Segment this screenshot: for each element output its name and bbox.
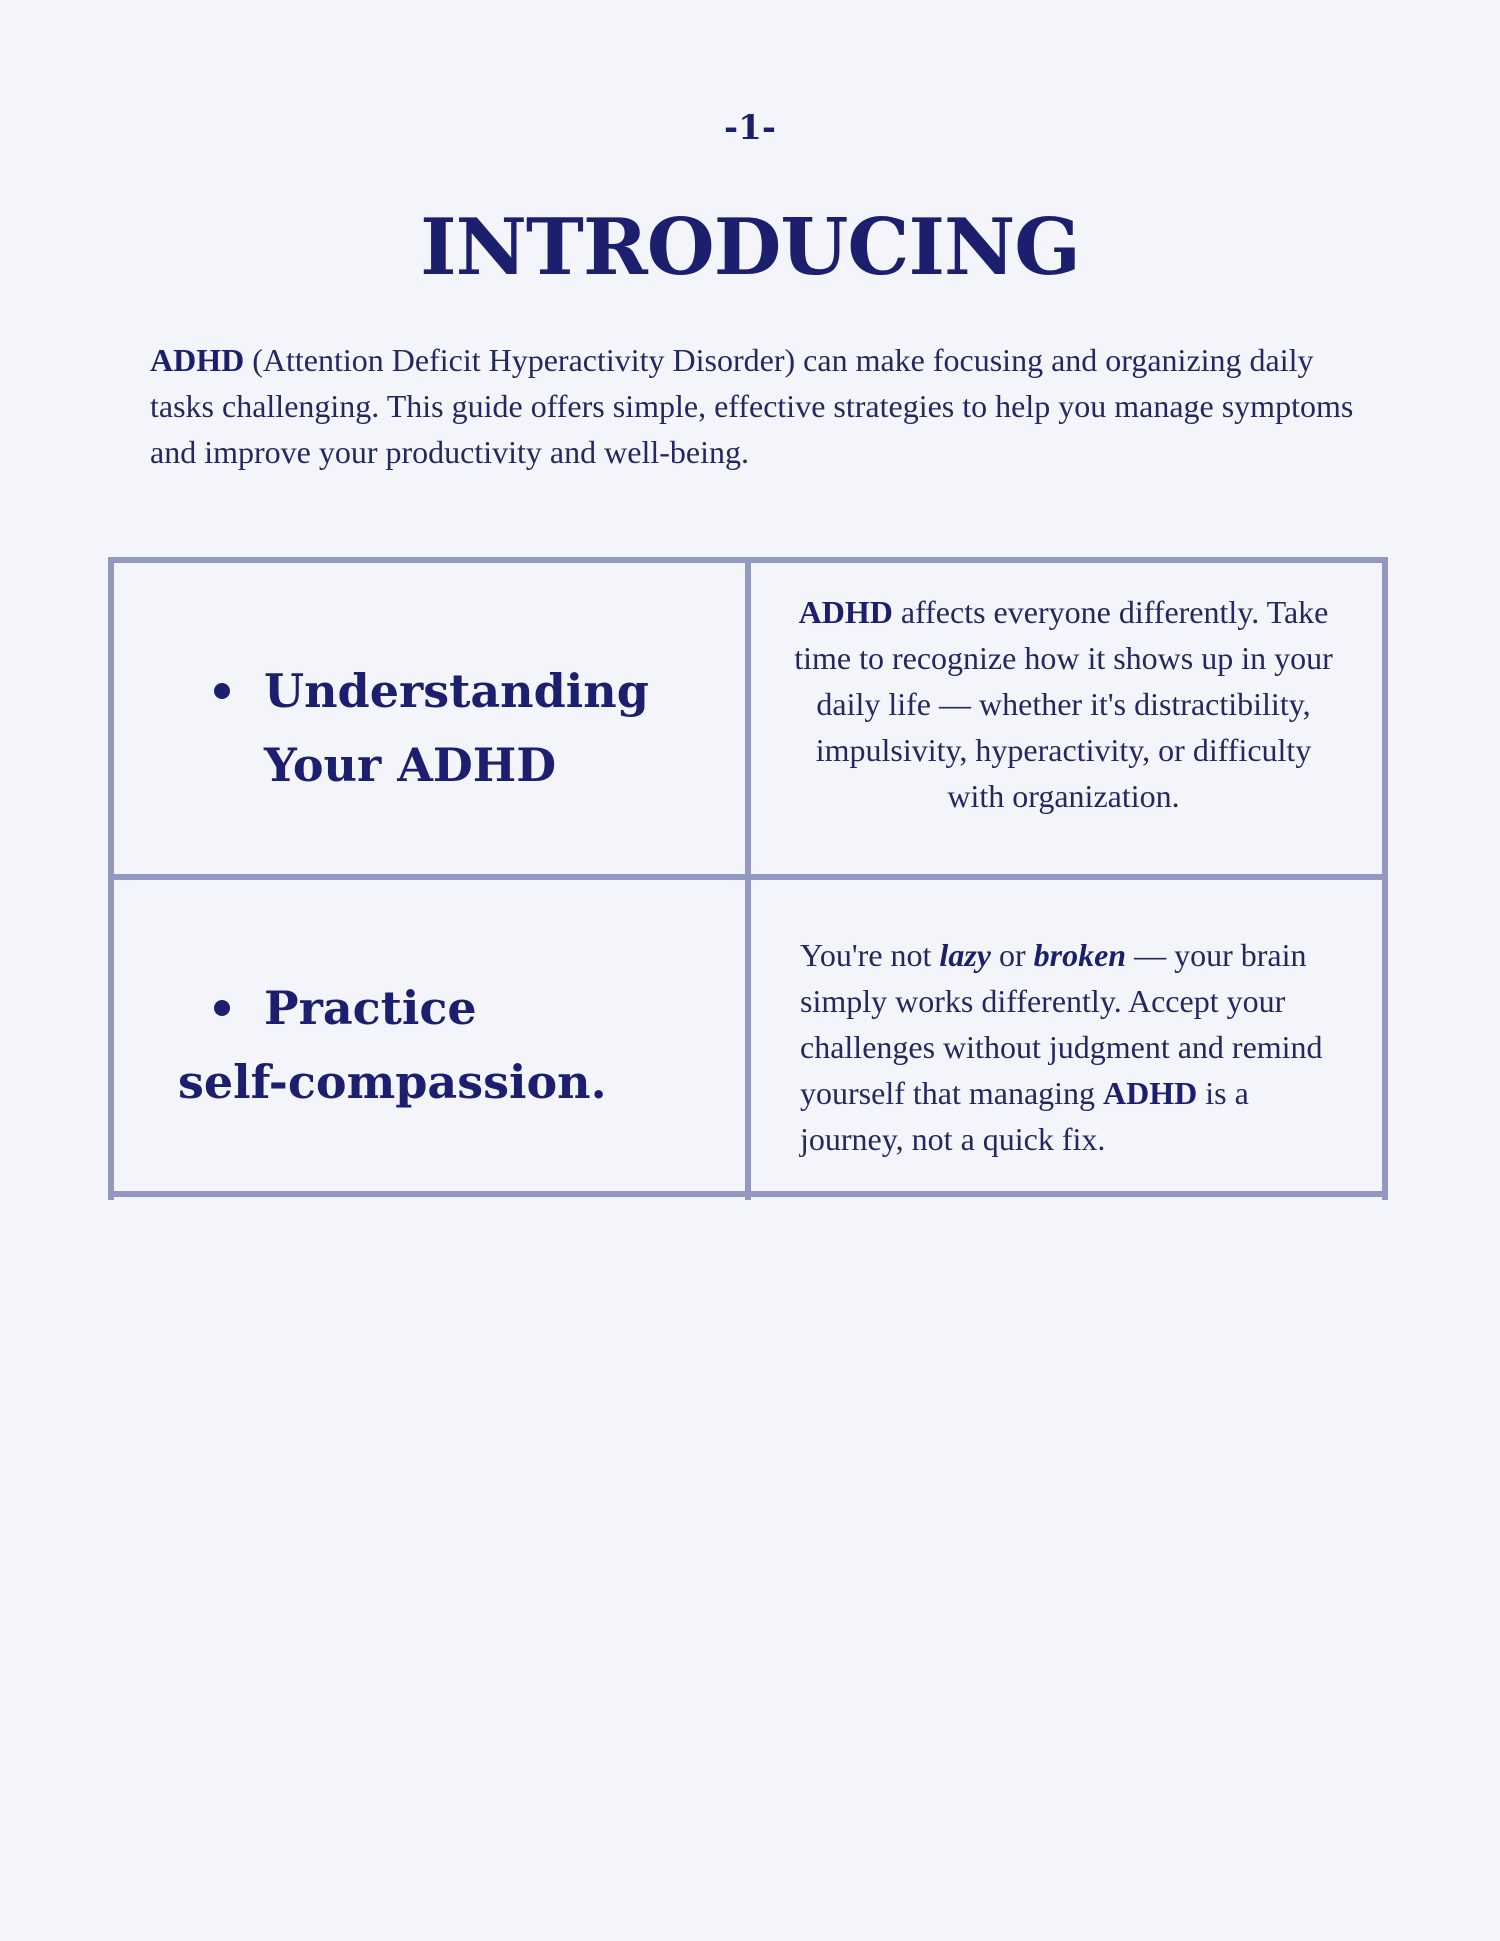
- row-1-heading-line1: Understanding: [264, 664, 649, 718]
- row-2-text-b: or: [990, 937, 1034, 973]
- row-1-term: ADHD: [798, 594, 893, 630]
- row-2-text-c: — your brain simply works differently. Accept your challenges without judgment and remind yourself that managing: [800, 937, 1323, 1111]
- row-2-heading-line1: Practice: [264, 981, 477, 1035]
- row-2-description: [800, 932, 1360, 1162]
- row-2-text-d: is a journey, not a quick fix.: [800, 1075, 1249, 1157]
- strategy-table: [108, 557, 1388, 1197]
- row-2-text-a: You're not: [800, 937, 940, 973]
- page-number: -1-: [724, 108, 776, 148]
- table-column-divider: [745, 557, 751, 1200]
- row-1-heading-line2: Your ADHD: [264, 738, 557, 792]
- table-row-2-heading-cell: [178, 971, 738, 1119]
- table-row-1-description-cell: [786, 589, 1341, 819]
- table-row-2-description-cell: [800, 932, 1360, 1162]
- row-2-emphasis-lazy: lazy: [939, 937, 991, 973]
- row-1-heading: [214, 654, 734, 802]
- bullet-icon: [214, 683, 230, 699]
- page-title: INTRODUCING: [420, 202, 1080, 293]
- intro-term: ADHD: [150, 342, 245, 378]
- table-row-1-heading-cell: [214, 654, 734, 802]
- row-2-term: ADHD: [1103, 1075, 1198, 1111]
- table-border-left: [108, 557, 114, 1200]
- row-2-heading: [178, 971, 738, 1119]
- row-2-emphasis-broken: broken: [1033, 937, 1127, 973]
- row-1-description: [786, 589, 1341, 819]
- table-border-right: [1382, 557, 1388, 1200]
- row-1-text: affects everyone differently. Take time to recognize how it shows up in your daily life — whether it's distractibility, impulsivity, hyperactivity, or difficulty with organization.: [794, 594, 1333, 814]
- intro-paragraph: [150, 337, 1360, 475]
- intro-text: (Attention Deficit Hyperactivity Disorder) can make focusing and organizing daily tasks challenging. This guide offers simple, effective strategies to help you manage symptoms and improve your productivity and well-being.: [150, 342, 1354, 470]
- row-2-heading-line2: self-compassion.: [178, 1055, 607, 1109]
- bullet-icon: [214, 1000, 230, 1016]
